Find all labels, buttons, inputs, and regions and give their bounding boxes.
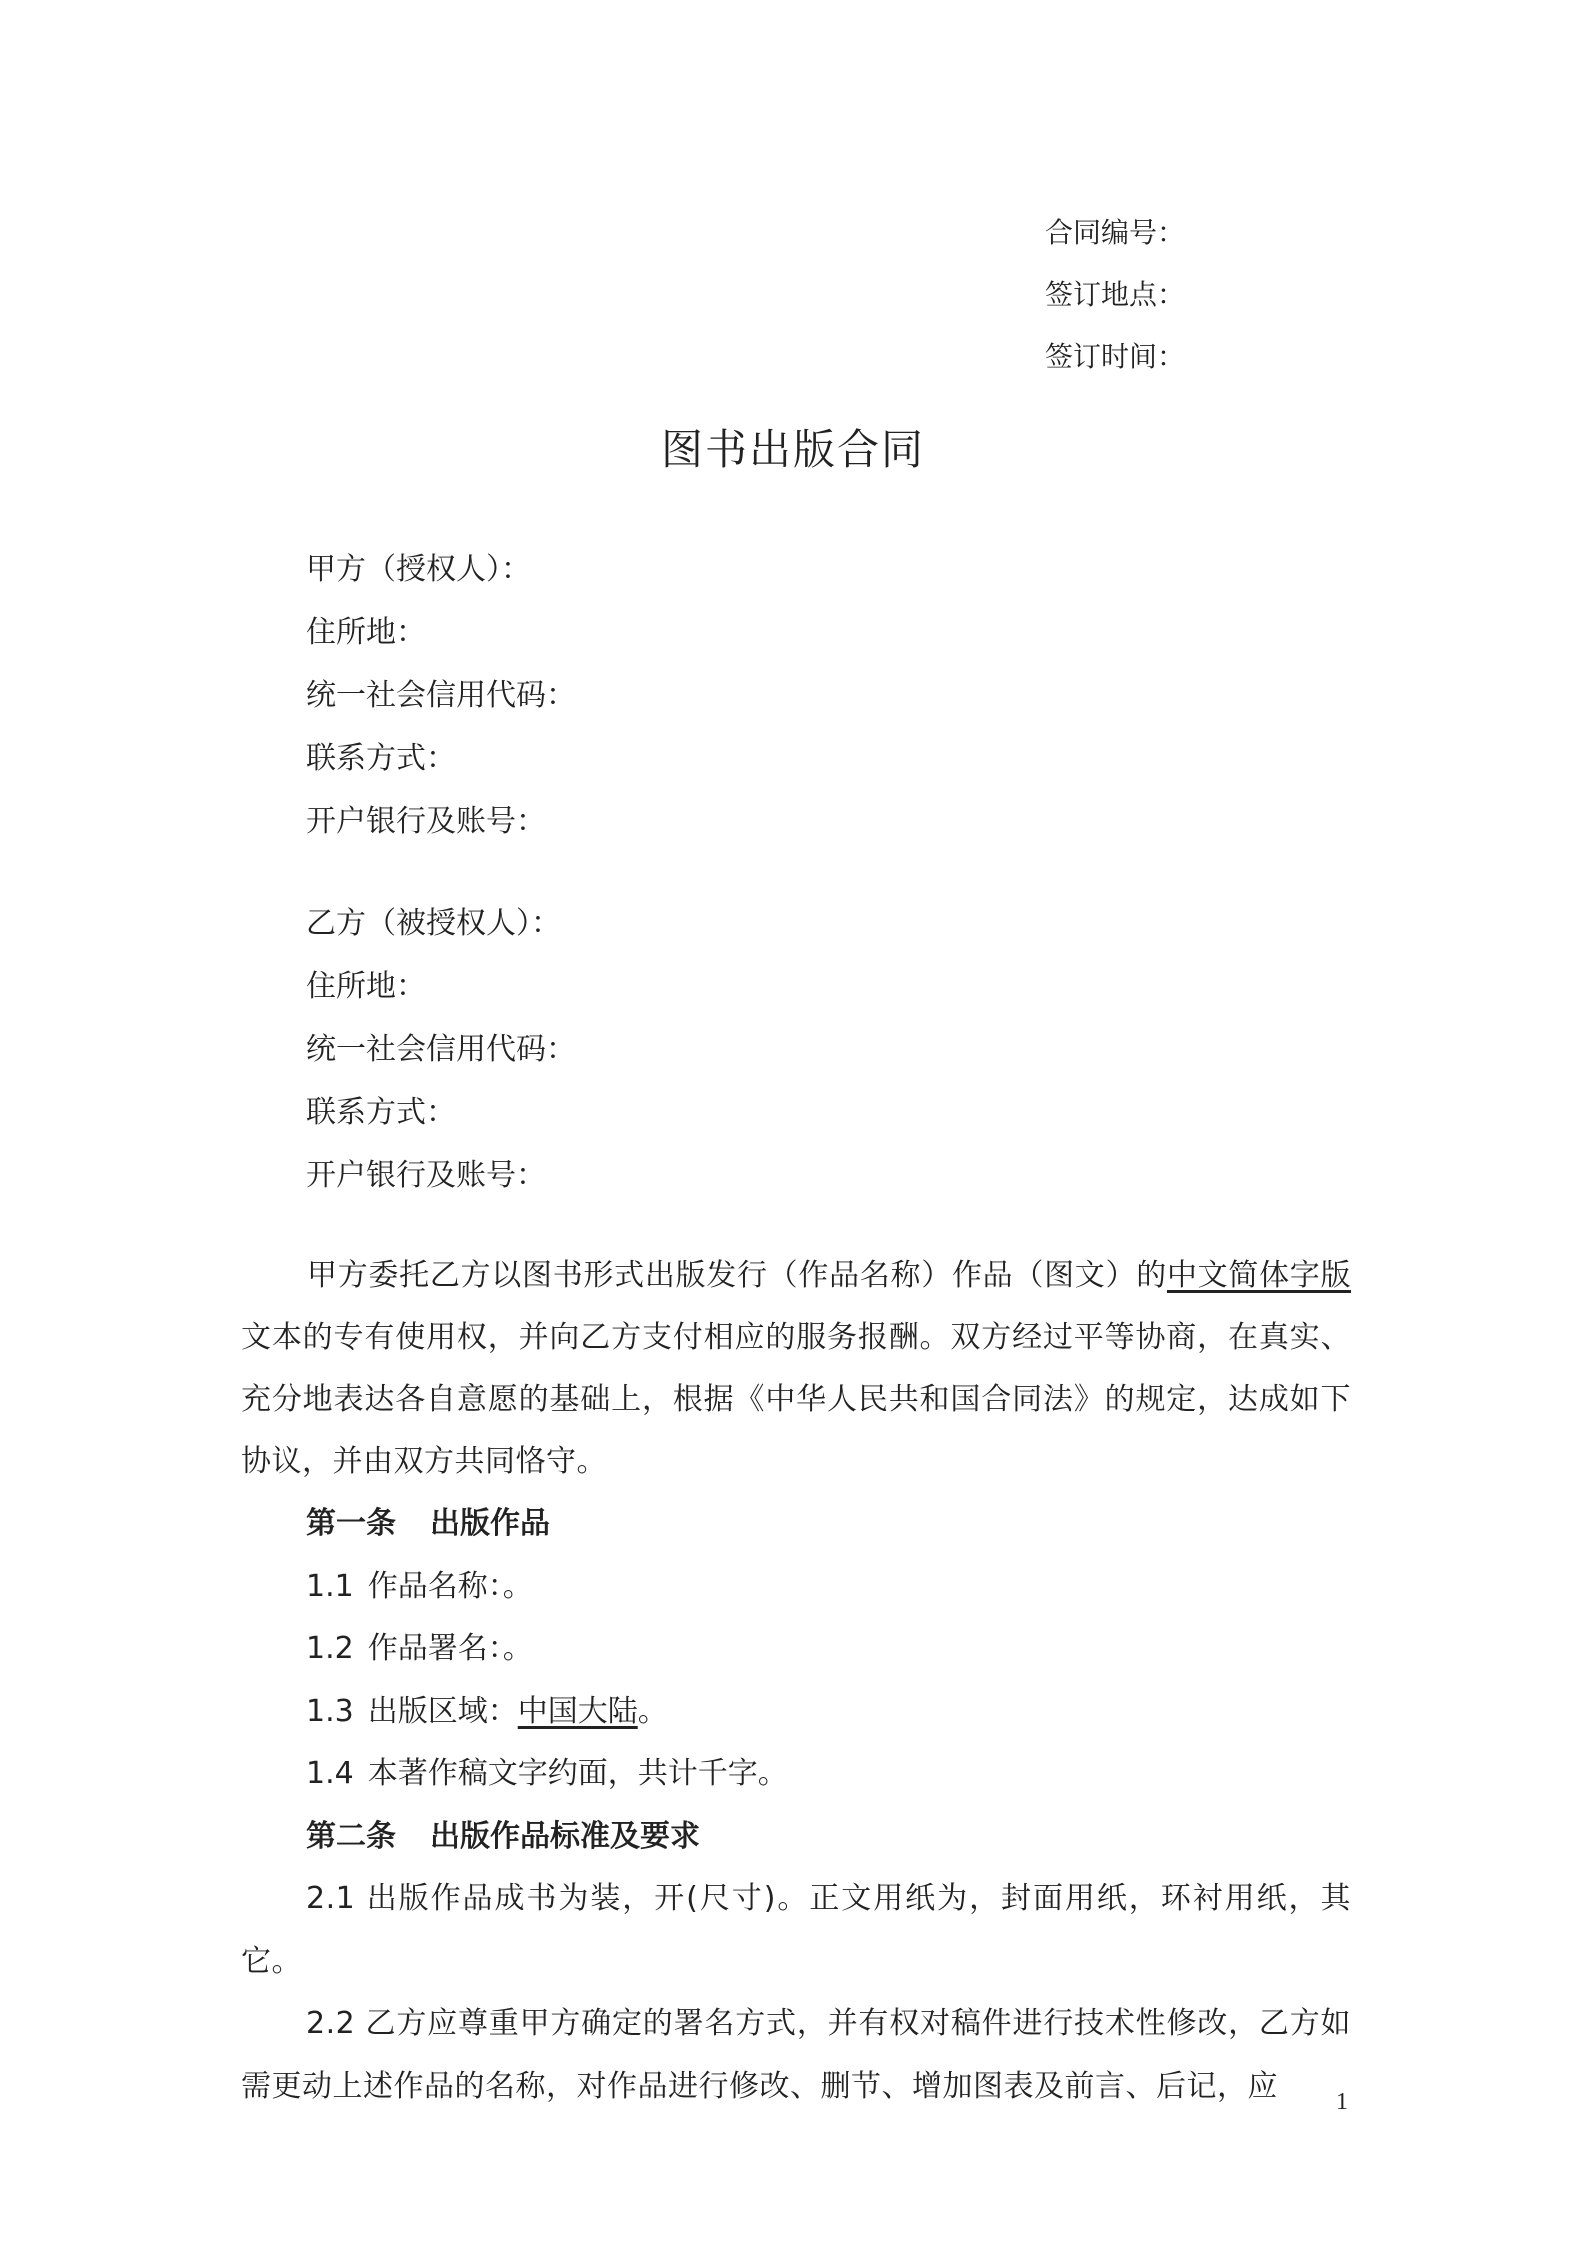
- clause-2-2: 2.2 乙方应尊重甲方确定的署名方式，并有权对稿件进行技术性修改，乙方如需更动上述作品的名称，对作品进行修改、删节、增加图表及前言、后记，应: [241, 2006, 1351, 2104]
- page-number: 1: [1336, 2089, 1348, 2115]
- preamble-text-2: 文本的专有使用权，并向乙方支付相应的服务报酬。双方经过平等协商，在真实、充分地表达各自意愿的基础上，根据《中华人民共和国合同法》的规定，达成如下协议，并由双方共同恪守。: [241, 1320, 1351, 1479]
- article-1-number: 第一条: [306, 1506, 396, 1541]
- article-1-heading: [241, 1493, 1351, 1556]
- sign-place-label: 签订地点：: [1045, 278, 1186, 311]
- clause-1-1: [241, 1556, 1351, 1619]
- clause-number: 1.3: [306, 1693, 354, 1729]
- clause-text: 本著作稿文字约面，共计千字。: [367, 1756, 788, 1791]
- document-title: 图书出版合同: [660, 425, 925, 474]
- preamble-paragraph: [241, 1245, 1351, 1493]
- sign-time-label: 签订时间：: [1045, 340, 1186, 373]
- preamble-text-1: 甲方委托乙方以图书形式出版发行（作品名称）作品（图文）的: [307, 1258, 1167, 1293]
- party-b-address: 住所地：: [306, 969, 426, 1004]
- party-b-contact: 联系方式：: [306, 1095, 456, 1130]
- party-a-block: [306, 538, 1406, 853]
- clause-text: 作品署名：。: [367, 1631, 533, 1666]
- clause-number: 1.2: [306, 1631, 354, 1666]
- contract-meta: [1045, 202, 1545, 388]
- contract-body: [241, 1245, 1351, 2118]
- party-a-address: 住所地：: [306, 615, 426, 650]
- party-b-name: 乙方（被授权人）：: [306, 906, 561, 941]
- party-a-bank: 开户银行及账号：: [306, 804, 546, 839]
- clause-1-3: [241, 1681, 1351, 1744]
- clause-text: 出版区域：: [367, 1693, 518, 1729]
- contract-number-label: 合同编号：: [1045, 216, 1186, 249]
- party-a-credit-code: 统一社会信用代码：: [306, 678, 576, 713]
- article-2-heading: [241, 1806, 1351, 1869]
- article-1-title: 出版作品: [430, 1506, 550, 1541]
- party-b-bank: 开户银行及账号：: [306, 1158, 546, 1193]
- party-b-block: [306, 892, 1406, 1207]
- clause-2-1: 2.1 出版作品成书为装，开(尺寸)。正文用纸为，封面用纸，环衬用纸，其它。: [241, 1881, 1351, 1979]
- clause-text-suffix: 。: [637, 1693, 668, 1729]
- clause-text: 作品名称：。: [367, 1568, 533, 1604]
- party-b-credit-code: 统一社会信用代码：: [306, 1032, 576, 1067]
- clause-number: 1.1: [306, 1568, 354, 1604]
- clause-number: 1.4: [306, 1756, 354, 1791]
- clause-underlined-text: 中国大陆: [517, 1693, 638, 1729]
- article-2-number: 第二条: [306, 1818, 396, 1854]
- clause-1-4: [241, 1743, 1351, 1806]
- preamble-underlined-text: 中文简体字版: [1166, 1258, 1352, 1293]
- article-2-title: 出版作品标准及要求: [430, 1818, 700, 1854]
- clause-1-2: [241, 1618, 1351, 1681]
- party-a-name: 甲方（授权人）：: [306, 552, 531, 587]
- party-a-contact: 联系方式：: [306, 741, 456, 776]
